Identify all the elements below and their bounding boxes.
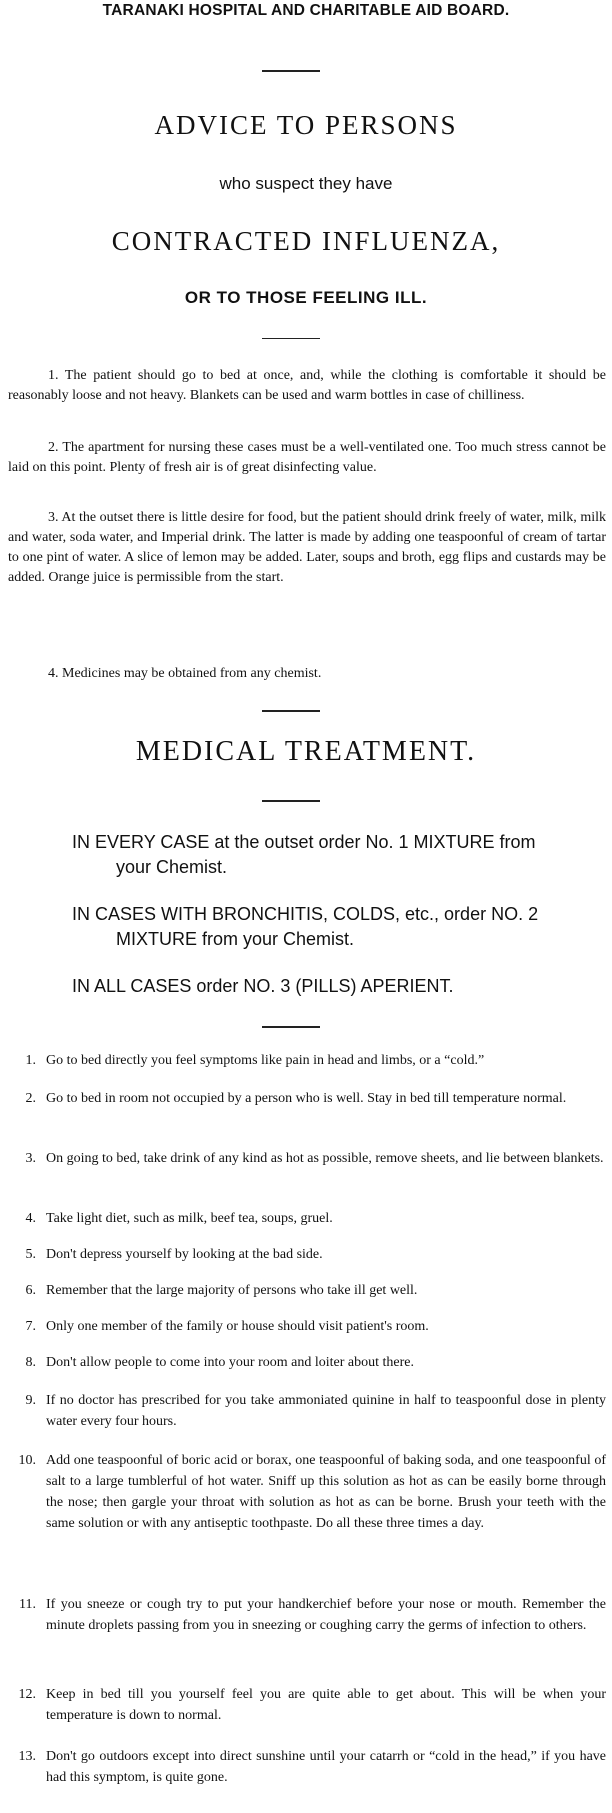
advice-paragraph [8, 438, 606, 478]
rule-number: 3. [25, 1151, 36, 1166]
treatment-order-line: IN ALL CASES order NO. 3 (PILLS) APERIENT. [72, 976, 454, 996]
treatment-order-line: IN EVERY CASE at the outset order No. 1 MIXTURE from [72, 832, 536, 852]
rule-text: On going to bed, take drink of any kind as hot as possible, remove sheets, and lie between blankets. [46, 1151, 604, 1166]
rule-text: Keep in bed till you yourself feel you are quite able to get about. This will be when your temperature is down to normal. [46, 1687, 606, 1723]
advice-subtitle: who suspect they have [219, 174, 393, 193]
divider-rule [262, 800, 320, 802]
rule-text: If no doctor has prescribed for you take ammoniated quinine in half to teaspoonful dose in plenty water every four hours. [46, 1393, 606, 1429]
advice-number: 4. [48, 666, 59, 681]
advice-paragraph [8, 366, 606, 406]
rule-number: 6. [25, 1283, 36, 1298]
rule-text: If you sneeze or cough try to put your handkerchief before your nose or mouth. Remember the minute droplets passing from you in sneezing or coughing carry the germs of infection to others. [46, 1597, 606, 1633]
treatment-order-line: IN CASES WITH BRONCHITIS, COLDS, etc., order NO. 2 [72, 904, 539, 924]
feeling-ill-heading: OR TO THOSE FEELING ILL. [184, 288, 428, 307]
divider-rule [262, 70, 320, 72]
advice-number: 3. [48, 510, 59, 525]
rule-number: 12. [18, 1687, 36, 1702]
advice-text: At the outset there is little desire for food, but the patient should drink freely of water, milk, milk and water, soda water, and Imperial drink. The latter is made by adding one teaspoonful of cream of tartar to one pint of water. A slice of lemon may be added. Later, soups and broth, egg flips and custards may be added. Orange juice is permissible from the start. [8, 510, 606, 585]
advice-text: Medicines may be obtained from any chemist. [62, 666, 322, 681]
rule-number: 4. [25, 1211, 36, 1226]
treatment-order [72, 974, 606, 999]
rule-text: Don't depress yourself by looking at the bad side. [46, 1247, 323, 1262]
divider-rule [262, 710, 320, 712]
rule-number: 10. [18, 1453, 36, 1468]
rule-text: Take light diet, such as milk, beef tea, soups, gruel. [46, 1211, 333, 1226]
advice-text: The apartment for nursing these cases must be a well-ventilated one. Too much stress cannot be laid on this point. Plenty of fresh air is of great disinfecting value. [8, 440, 606, 475]
advice-title: ADVICE TO PERSONS [154, 110, 458, 140]
board-heading: TARANAKI HOSPITAL AND CHARITABLE AID BOARD. [102, 2, 510, 19]
treatment-order-line: your Chemist. [116, 857, 228, 877]
rule-text: Don't allow people to come into your room and loiter about there. [46, 1355, 414, 1370]
rule-number: 1. [25, 1053, 36, 1068]
treatment-order [72, 902, 606, 952]
rule-number: 9. [25, 1393, 36, 1408]
treatment-order-line: MIXTURE from your Chemist. [116, 929, 355, 949]
rule-text: Don't go outdoors except into direct sunshine until your catarrh or “cold in the head,” if you have had this symptom, is quite gone. [46, 1749, 606, 1785]
rule-number: 7. [25, 1319, 36, 1334]
rule-text: Go to bed directly you feel symptoms like pain in head and limbs, or a “cold.” [46, 1053, 485, 1068]
rule-number: 13. [18, 1749, 36, 1764]
rule-text: Only one member of the family or house should visit patient's room. [46, 1319, 429, 1334]
medical-treatment-heading: MEDICAL TREATMENT. [135, 736, 477, 767]
rule-number: 11. [19, 1597, 36, 1612]
treatment-order [72, 830, 606, 880]
rule-number: 2. [25, 1091, 36, 1106]
advice-number: 2. [48, 440, 59, 455]
rule-text: Go to bed in room not occupied by a person who is well. Stay in bed till temperature normal. [46, 1091, 567, 1106]
divider-rule [262, 1026, 320, 1028]
advice-number: 1. [48, 368, 59, 383]
advice-text: The patient should go to bed at once, and, while the clothing is comfortable it should be reasonably loose and not heavy. Blankets can be used and warm bottles in case of chilliness. [8, 368, 606, 403]
rule-number: 5. [25, 1247, 36, 1262]
rule-text: Add one teaspoonful of boric acid or borax, one teaspoonful of baking soda, and one teaspoonful of salt to a large tumblerful of hot water. Sniff up this solution as hot as can be easily borne through the nose; then gargle your throat with solution as hot as can be borne. Brush your teeth with the same solution or with any antiseptic toothpaste. Do all these three times a day. [46, 1453, 606, 1531]
rule-number: 8. [25, 1355, 36, 1370]
advice-paragraph [8, 664, 606, 684]
advice-paragraph [8, 508, 606, 588]
divider-rule [262, 338, 320, 339]
contracted-influenza-heading: CONTRACTED INFLUENZA, [111, 226, 501, 256]
rule-text: Remember that the large majority of persons who take ill get well. [46, 1283, 418, 1298]
